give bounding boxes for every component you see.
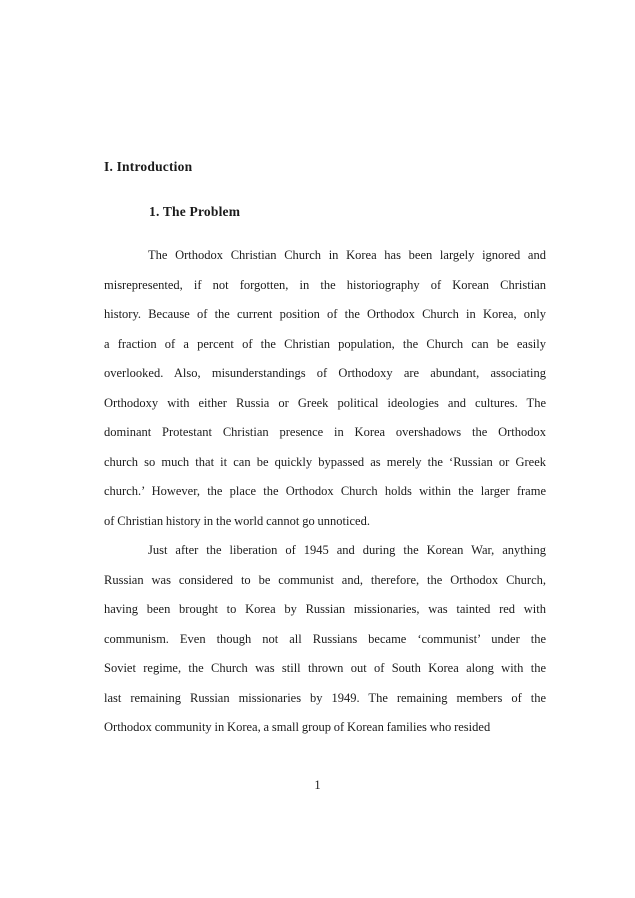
text-line: church so much that it can be quickly bypassed as merely the ‘Russian or Greek — [104, 454, 546, 469]
paragraph — [104, 241, 546, 536]
paragraph — [104, 536, 546, 743]
text-line: a fraction of a percent of the Christian population, the Church can be easily — [104, 336, 546, 351]
text-line: history. Because of the current position of the Orthodox Church in Korea, only — [104, 307, 546, 321]
text-line: last remaining Russian missionaries by 1949. The remaining members of the — [104, 690, 546, 705]
text-line: The Orthodox Christian Church in Korea has been largely ignored and — [148, 248, 546, 262]
text-line: Orthodoxy with either Russia or Greek political ideologies and cultures. The — [104, 395, 546, 410]
subsection-heading: 1. The Problem — [149, 204, 241, 219]
text-line: overlooked. Also, misunderstandings of Orthodoxy are abundant, associating — [104, 366, 546, 380]
text-line: dominant Protestant Christian presence in Korea overshadows the Orthodox — [104, 425, 546, 439]
document-body — [104, 241, 546, 743]
text-line: communism. Even though not all Russians became ‘communist’ under the — [104, 631, 546, 646]
section-heading: I. Introduction — [104, 159, 193, 174]
text-line: Just after the liberation of 1945 and during the Korean War, anything — [148, 543, 546, 557]
text-line: Orthodox community in Korea, a small group of Korean families who resided — [104, 720, 491, 734]
page-number: 1 — [314, 778, 321, 792]
text-line: Russian was considered to be communist and, therefore, the Orthodox Church, — [104, 572, 546, 587]
text-line: of Christian history in the world cannot go unnoticed. — [104, 513, 370, 528]
text-line: misrepresented, if not forgotten, in the historiography of Korean Christian — [104, 277, 546, 292]
text-line: having been brought to Korea by Russian missionaries, was tainted red with — [104, 602, 546, 616]
text-line: Soviet regime, the Church was still thrown out of South Korea along with the — [104, 661, 546, 675]
text-line: church.’ However, the place the Orthodox Church holds within the larger frame — [104, 484, 546, 498]
